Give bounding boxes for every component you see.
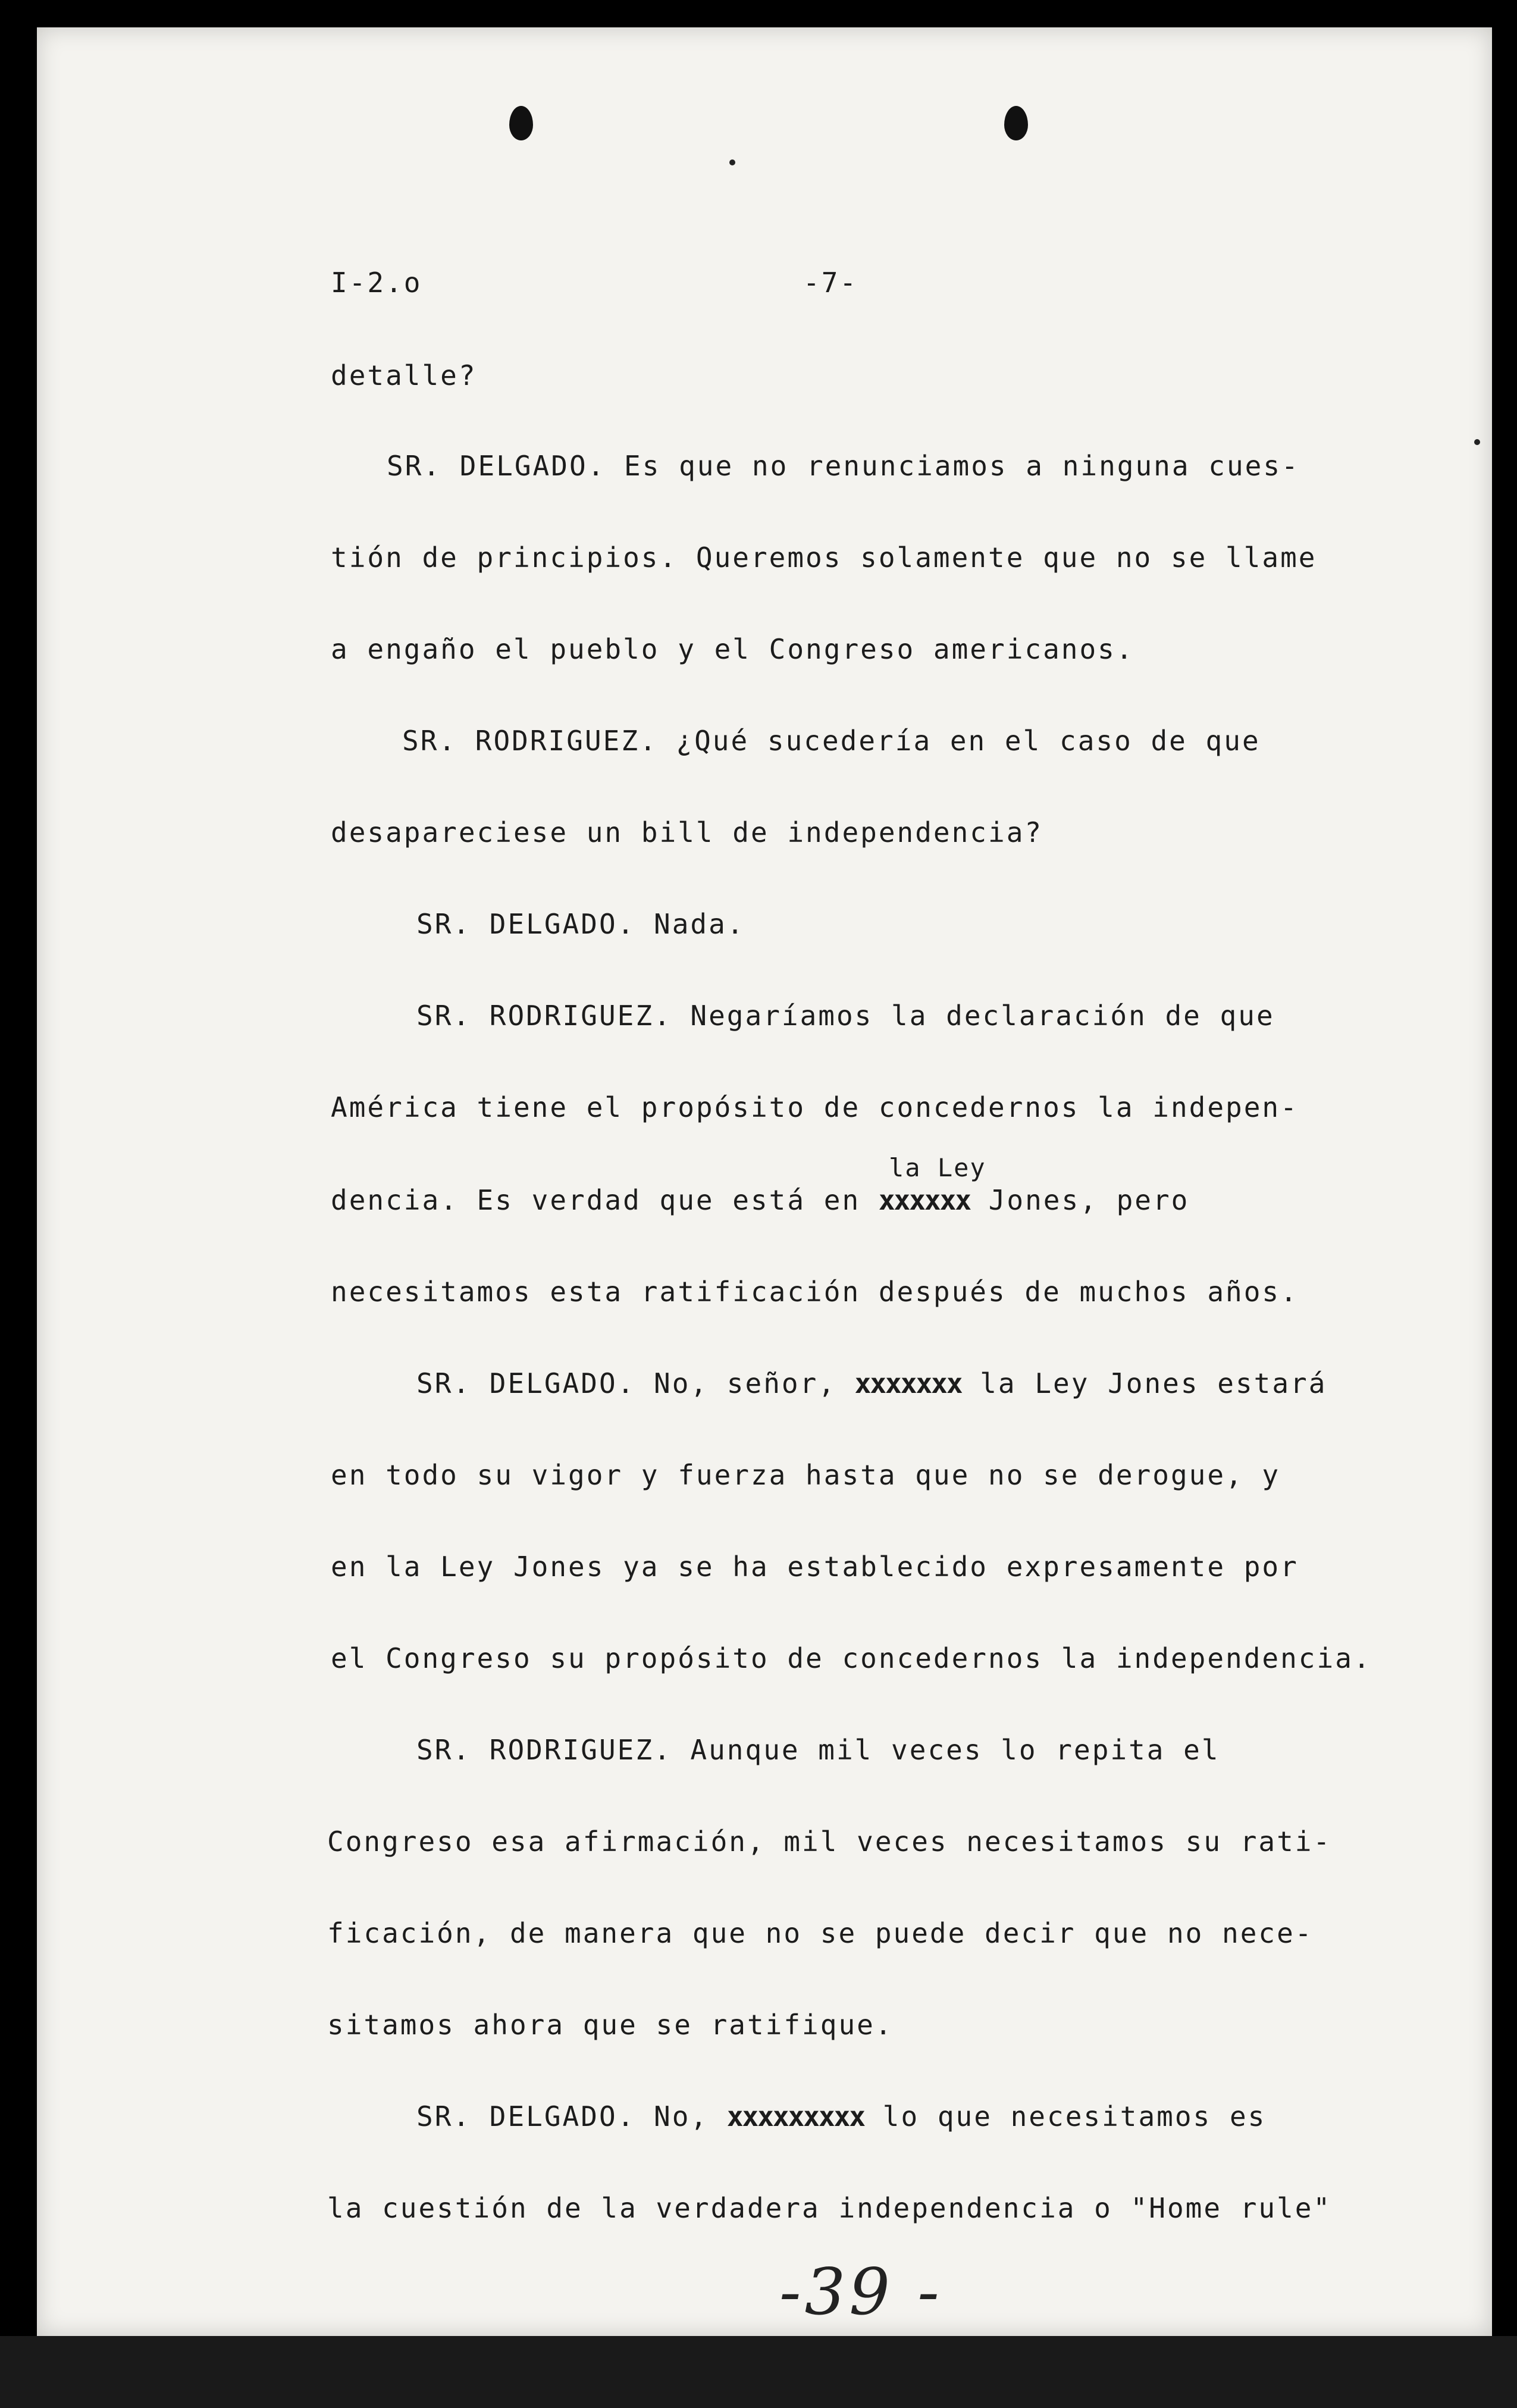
text-segment: Jones, pero [970,1184,1190,1216]
text-line: la cuestión de la verdadera independencia o "Home rule" [327,2192,1332,2224]
struck-out-text: xxxxxx [878,1184,971,1216]
text-segment: la Ley Jones estará [961,1367,1327,1399]
struck-out-text: xxxxxxxxx [726,2100,865,2133]
text-line [416,1367,1327,1399]
speck [729,159,735,165]
text-line: América tiene el propósito de concedernos la indepen- [331,1091,1299,1123]
text-line: SR. DELGADO. Es que no renunciamos a ninguna cues- [387,450,1300,482]
text-line [331,1184,1189,1216]
text-line: SR. RODRIGUEZ. Aunque mil veces lo repita el [416,1734,1220,1766]
text-line: Congreso esa afirmación, mil veces necesitamos su rati- [327,1825,1332,1858]
speck [1474,439,1480,445]
text-segment: SR. DELGADO. No, señor, [416,1367,855,1399]
text-line: a engaño el pueblo y el Congreso americanos. [331,633,1134,665]
text-segment: SR. DELGADO. No, [416,2100,727,2133]
text-line: SR. RODRIGUEZ. Negaríamos la declaración de que [416,1000,1275,1032]
text-line: necesitamos esta ratificación después de muchos años. [331,1276,1299,1308]
header-code: I-2.o [331,267,422,299]
text-segment: lo que necesitamos es [864,2100,1267,2133]
text-line: SR. DELGADO. Nada. [416,908,745,940]
page-marker: -7- [803,267,858,299]
text-line: el Congreso su propósito de concedernos la independencia. [331,1642,1372,1674]
text-line: SR. RODRIGUEZ. ¿Qué sucedería en el caso de que [402,725,1261,757]
handwritten-page-number: -39 - [779,2255,943,2329]
text-line: desapareciese un bill de independencia? [331,816,1043,848]
text-line: en la Ley Jones ya se ha establecido expresamente por [331,1551,1299,1583]
punch-hole-right [1004,106,1028,140]
interlinear-insert: la Ley [889,1153,986,1182]
text-line: tión de principios. Queremos solamente que no se llame [331,541,1317,574]
scan-border [0,2336,1517,2408]
text-segment: dencia. Es verdad que está en [331,1184,879,1216]
text-line: detalle? [331,359,477,392]
text-line: en todo su vigor y fuerza hasta que no se derogue, y [331,1459,1281,1491]
punch-hole-left [509,106,533,140]
document-page [37,27,1492,2336]
text-line: sitamos ahora que se ratifique. [327,2009,894,2041]
text-line [416,2100,1266,2133]
text-line: ficación, de manera que no se puede decir que no nece- [327,1917,1314,1949]
struck-out-text: xxxxxxx [854,1367,962,1399]
